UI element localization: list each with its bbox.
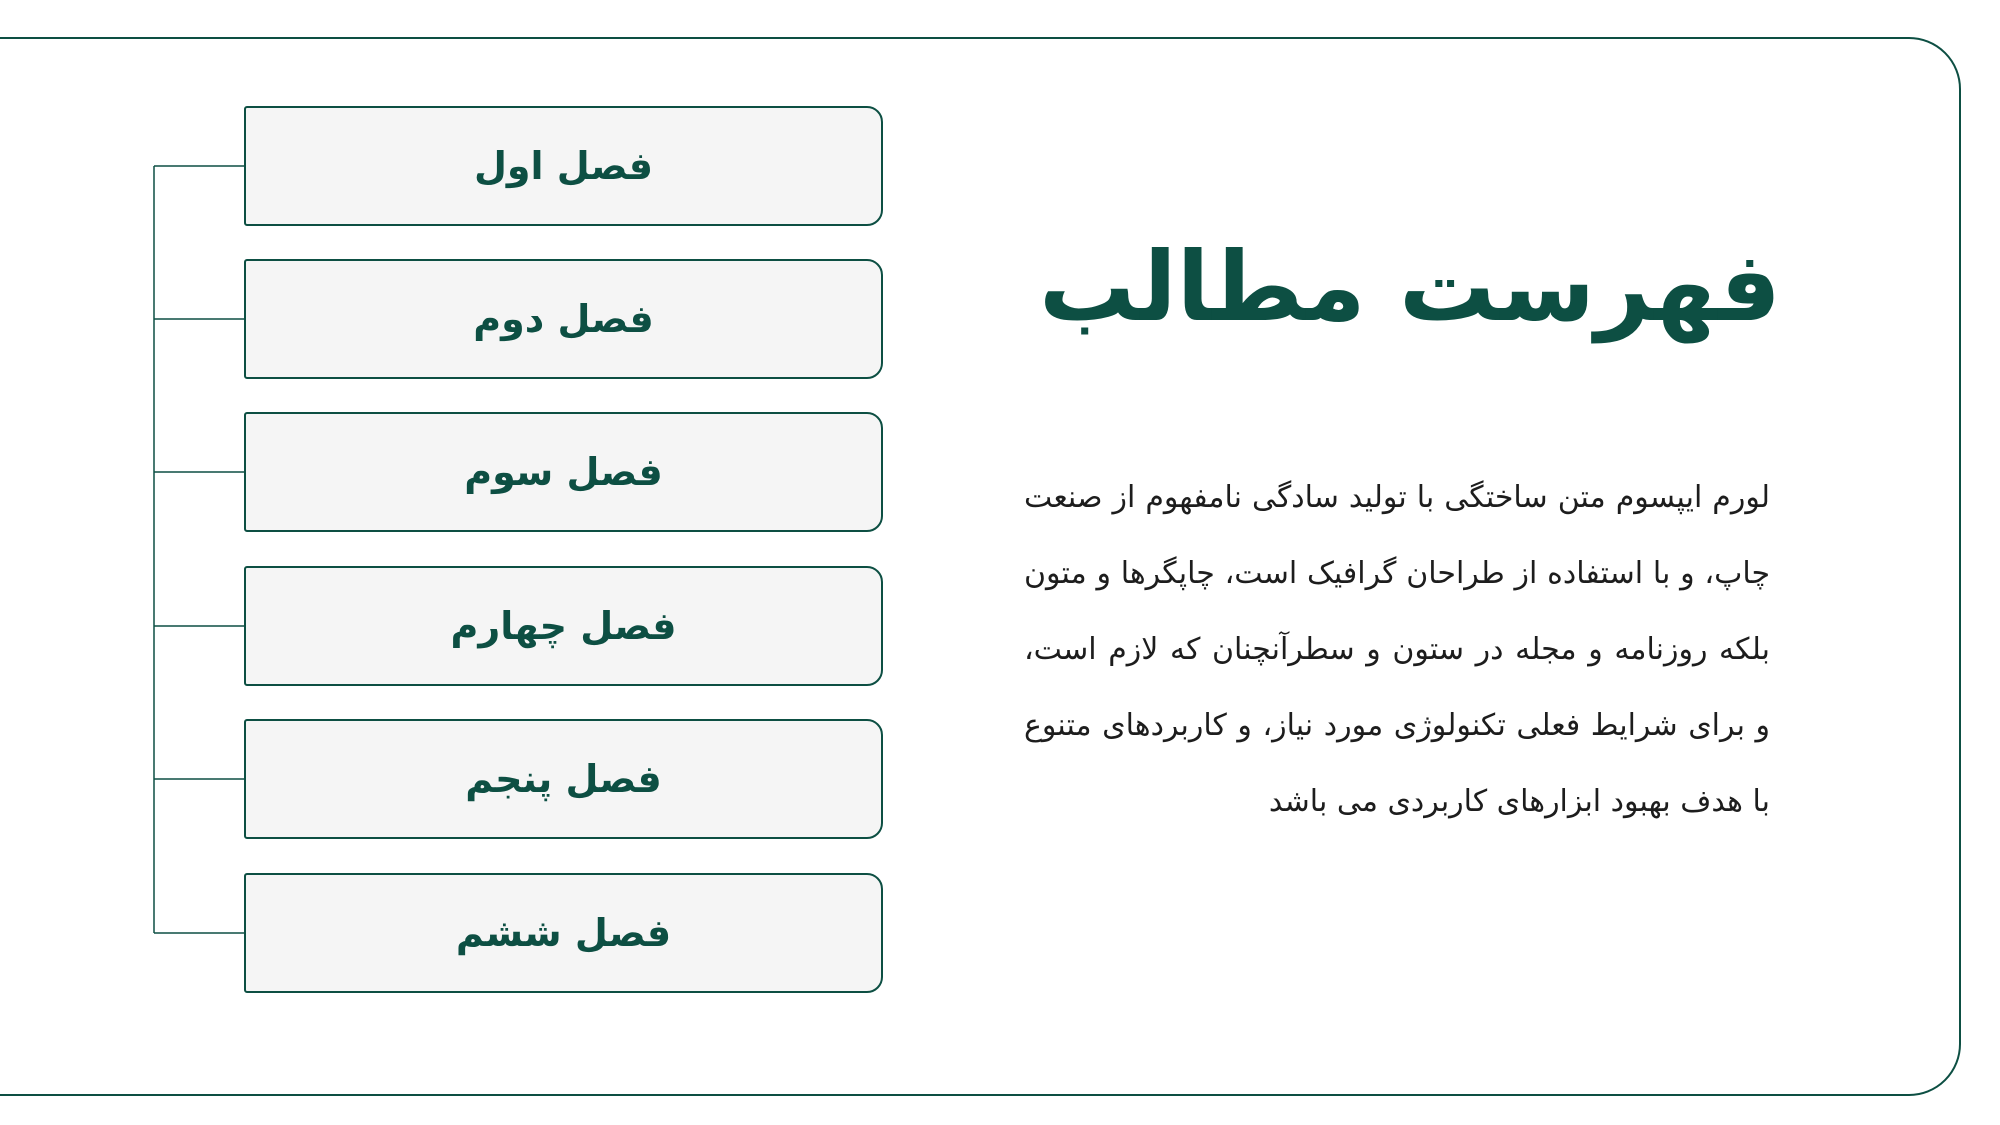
chapter-label: فصل ششم [455,911,672,955]
chapter-item-2[interactable] [244,259,883,379]
page-title: فهرست مطالب [1038,231,1782,343]
chapter-label: فصل چهارم [450,604,677,648]
chapter-item-5[interactable] [244,719,883,839]
chapter-label: فصل سوم [464,450,663,494]
chapter-item-6[interactable] [244,873,883,993]
chapter-item-4[interactable] [244,566,883,686]
body-paragraph: لورم ایپسوم متن ساختگی با تولید سادگی نامفهوم از صنعت چاپ، و با استفاده از طراحان گرافیک است، چاپگرها و متون بلکه روزنامه و مجله در ستون و سطرآنچنان که لازم است، و برای شرایط فعلی تکنولوژی مورد نیاز، و کاربردهای متنوع با هدف بهبود ابزارهای کاربردی می باشد [1024,480,1770,819]
chapter-label: فصل دوم [473,297,654,341]
chapter-label: فصل اول [473,144,654,188]
chapter-item-1[interactable] [244,106,883,226]
chapter-label: فصل پنجم [465,757,662,801]
chapter-item-3[interactable] [244,412,883,532]
